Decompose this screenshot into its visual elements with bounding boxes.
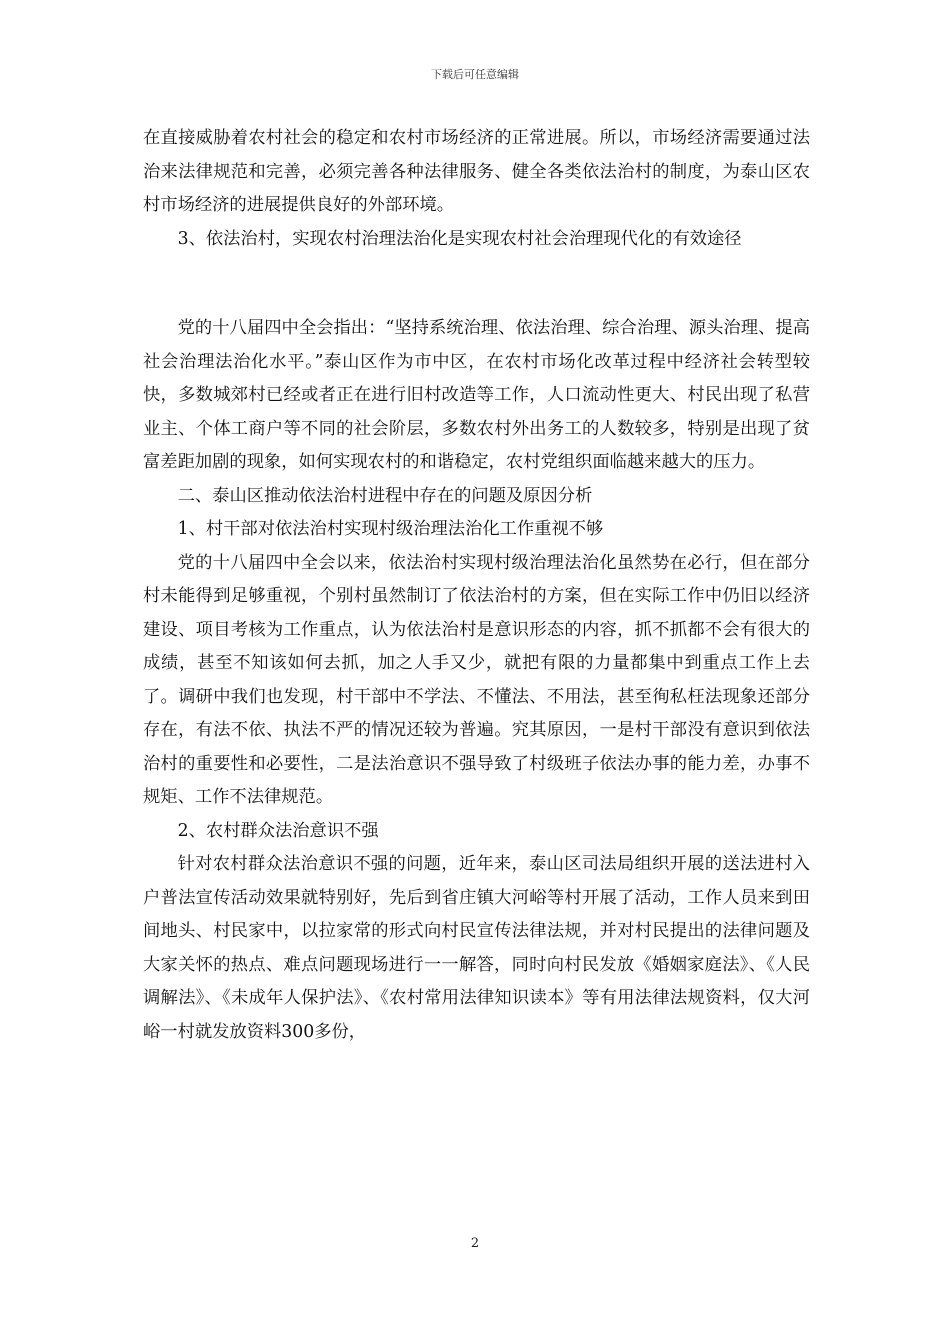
paragraph-village-cadres: 党的十八届四中全会以来，依法治村实现村级治理法治化虽然势在必行，但在部分村未能得到足够重视，个别村虽然制订了依法治村的方案，但在实际工作中仍旧以经济建设、项目考核为工作重点，认为依法治村是意识形态的内容，抓不抓都不会有很大的成绩，甚至不知该如何去抓，加之人手又少，就把有限的力量都集中到重点工作上去了。调研中我们也发现，村干部中不学法、不懂法、不用法，甚至徇私枉法现象还部分存在，有法不依、执法不严的情况还较为普遍。究其原因，一是村干部没有意识到依法治村的重要性和必要性，二是法治意识不强导致了村级班子依法办事的能力差，办事不规矩、工作不法律规范。 — [143, 552, 810, 807]
document-body — [143, 122, 810, 1049]
paragraph-continuation: 在直接威胁着农村社会的稳定和农村市场经济的正常进展。所以，市场经济需要通过法治来法律规范和完善，必须完善各种法律服务、健全各类依法治村的制度，为泰山区农村市场经济的进展提供良好的外部环境。 — [143, 128, 810, 215]
paragraph-legal-awareness: 针对农村群众法治意识不强的问题，近年来，泰山区司法局组织开展的送法进村入户普法宣传活动效果就特别好，先后到省庄镇大河峪等村开展了活动，工作人员来到田间地头、村民家中，以拉家常的形式向村民宣传法律法规，并对村民提出的法律问题及大家关怀的热点、难点问题现场进行一一解答，同时向村民发放《婚姻家庭法》、《人民调解法》、《未成年人保护法》、《农村常用法律知识读本》等有用法律法规资料，仅大河峪一村就发放资料300多份， — [143, 854, 810, 1042]
section-heading-3: 3、依法治村，实现农村治理法治化是实现农村社会治理现代化的有效途径 — [177, 228, 742, 249]
paragraph-fourth-plenum: 党的十八届四中全会指出：“坚持系统治理、依法治理、综合治理、源头治理、提高社会治理法治化水平。”泰山区作为市中区，在农村市场化改革过程中经济社会转型较快，多数城郊村已经或者正在进行旧村改造等工作，人口流动性更大、村民出现了私营业主、个体工商户等不同的社会阶层，多数农村外出务工的人数较多，特别是出现了贫富差距加剧的现象，如何实现农村的和谐稳定，农村党组织面临越来越大的压力。 — [143, 318, 810, 472]
paragraph-gap — [143, 256, 810, 312]
page-header: 下载后可任意编辑 — [431, 68, 519, 81]
page-number: 2 — [470, 1236, 480, 1251]
subsection-heading-2: 2、农村群众法治意识不强 — [177, 820, 379, 841]
subsection-heading-1: 1、村干部对依法治村实现村级治理法治化工作重视不够 — [177, 519, 604, 539]
section-heading-part-two: 二、泰山区推动依法治村进程中存在的问题及原因分析 — [177, 485, 593, 506]
